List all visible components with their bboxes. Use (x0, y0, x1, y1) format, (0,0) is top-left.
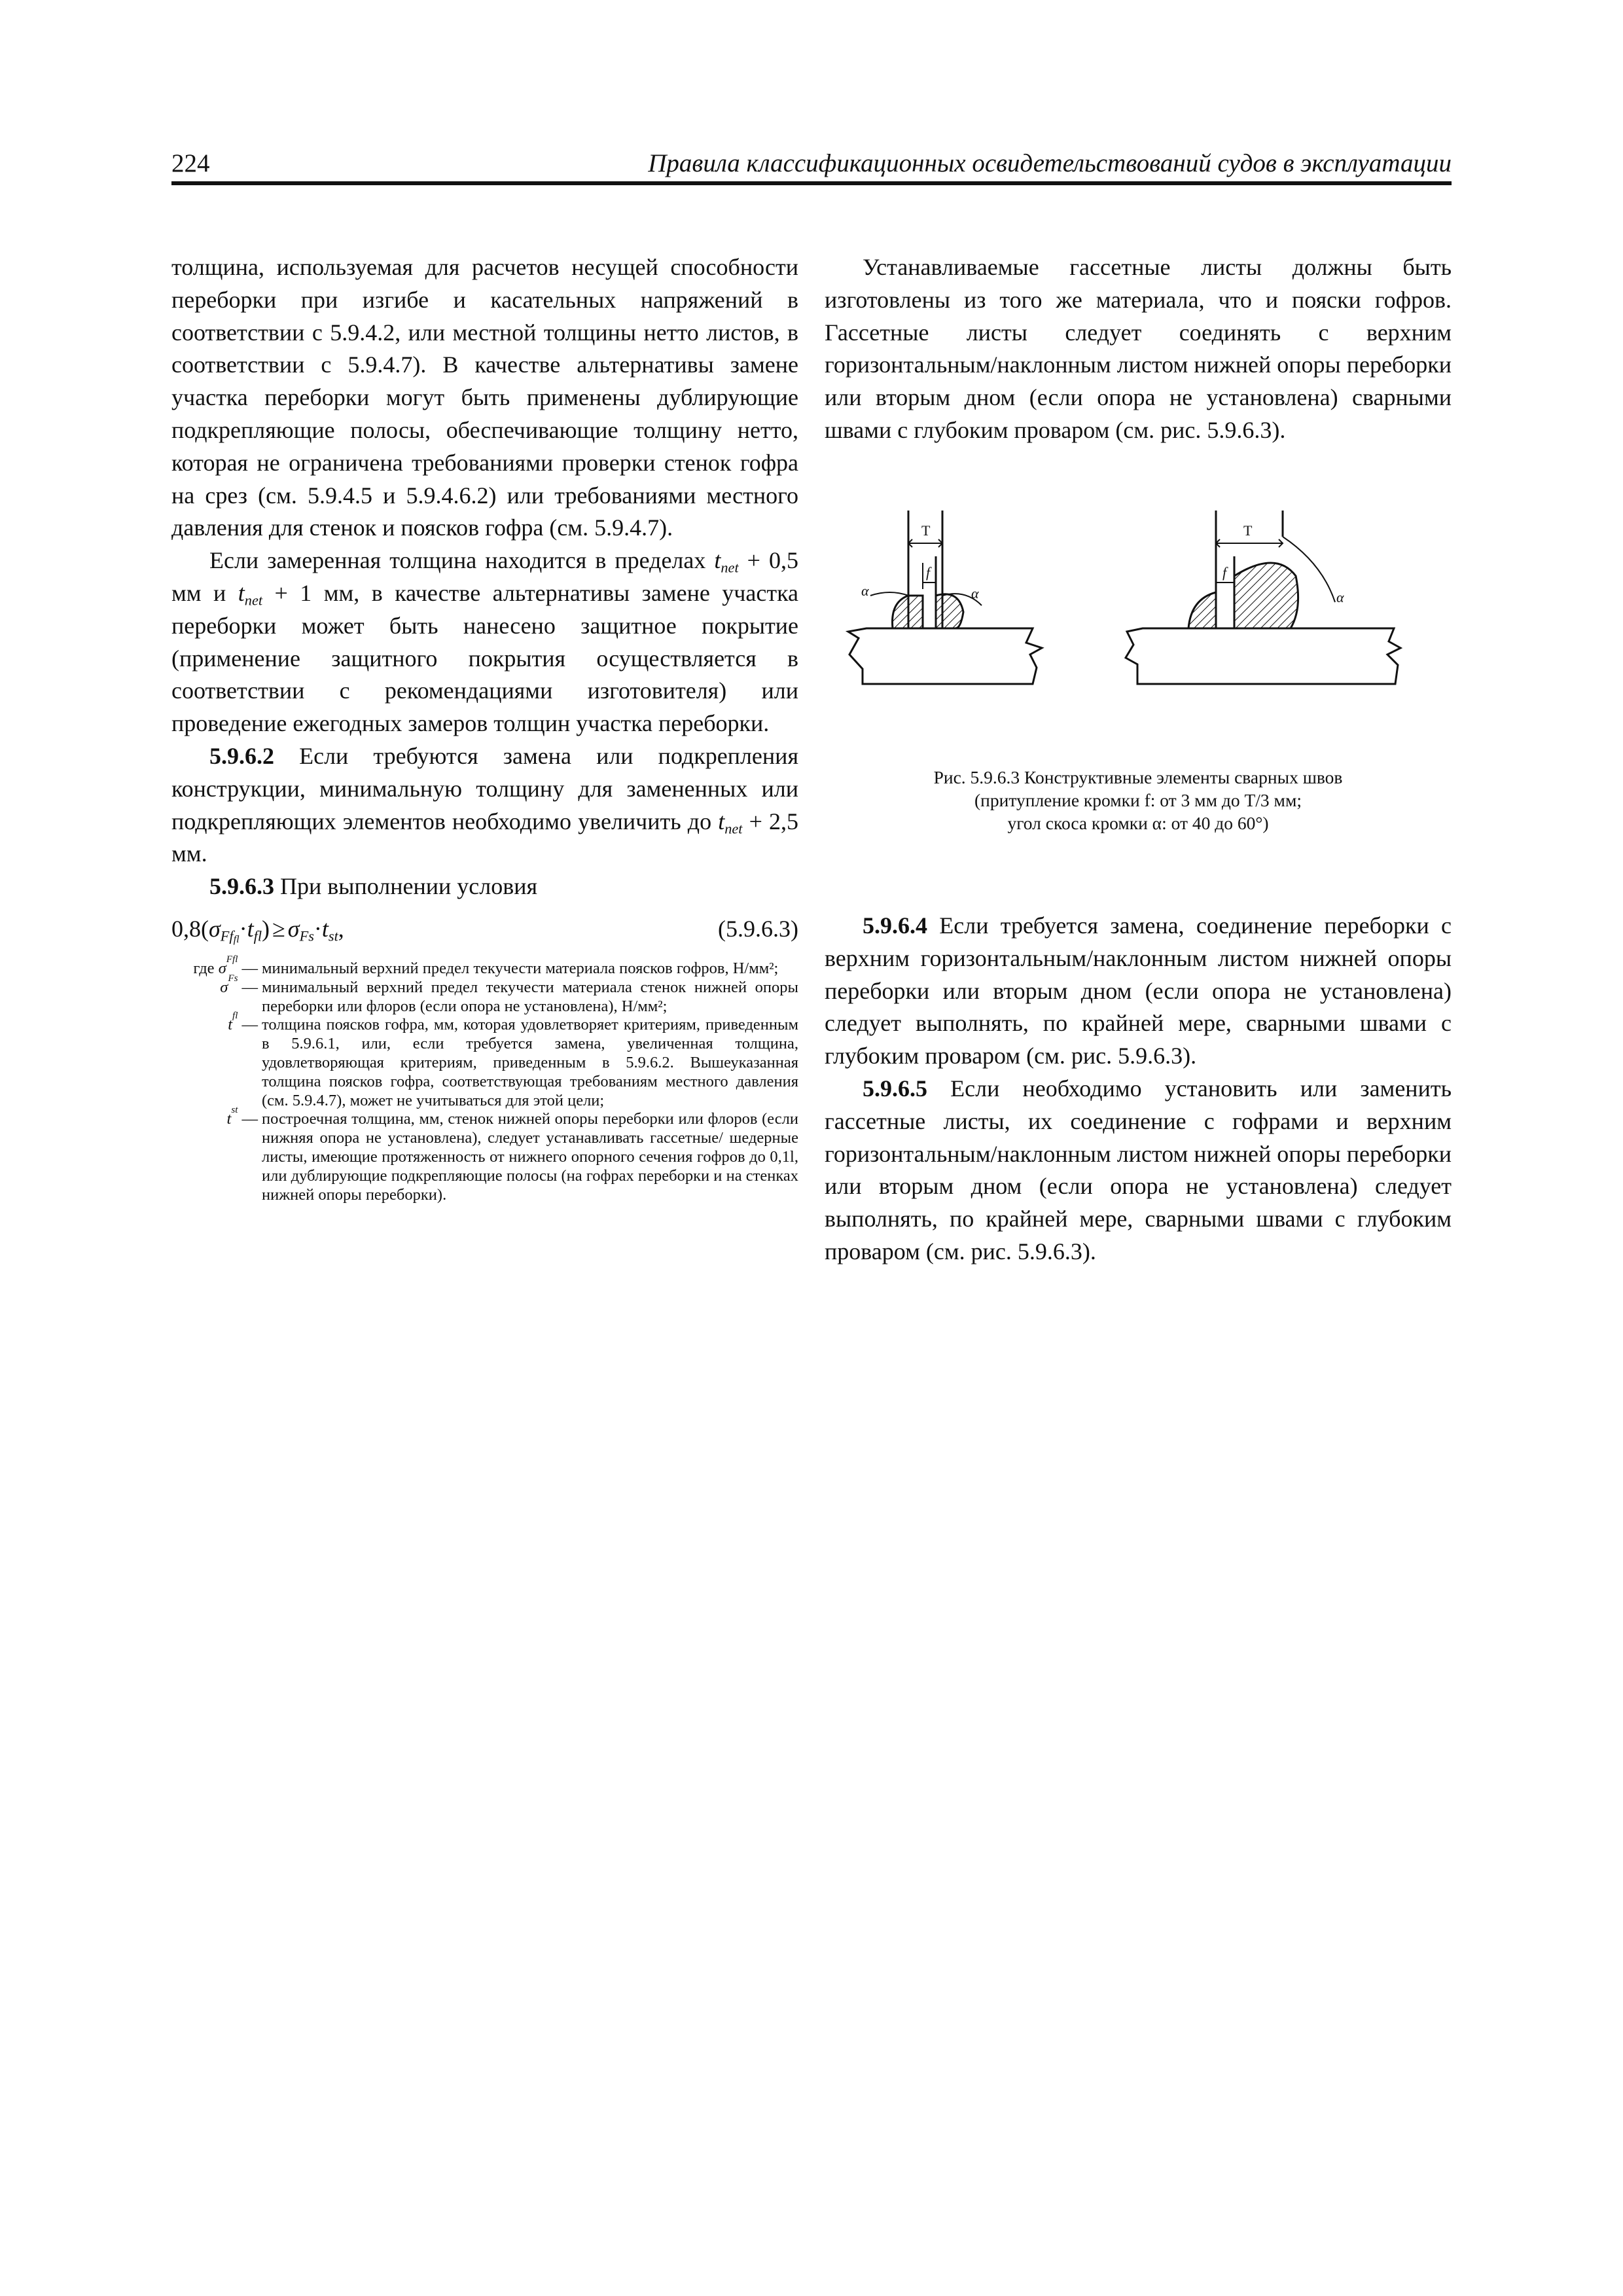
weld-diagram (825, 497, 1452, 733)
right-column-lower (825, 910, 1452, 1268)
weld-bead-right-2 (1234, 563, 1298, 628)
left-column (171, 251, 798, 1204)
caption-line: (притупление кромки f: от 3 мм до T/3 мм; (974, 790, 1302, 810)
formula: $0,8(\sigma_{Fffl}\cdot t_{fl}) \ge \sigma_{Fs}\cdot t_{st}$, (171, 915, 344, 945)
clause-number: 5.9.6.2 (209, 742, 274, 769)
clause-number: 5.9.6.4 (863, 912, 927, 939)
weld-bead-right-1 (1188, 592, 1216, 628)
definition-item (171, 972, 798, 1016)
figure-caption (825, 766, 1452, 834)
paragraph-tolerance: Если замеренная толщина находится в пределах $t_{net} + 0,5$ мм и $t_{net} + 1$ мм, в качестве альтернативы замене участка переборки может быть нанесено защитное покрытие (применение защитного покрытия осуществляется в соответствии с рекомендациями изготовителя) или проведение ежегодных замеров толщин участка переборки. (171, 547, 798, 737)
label-f-right: f (1222, 564, 1227, 581)
header-rule (171, 181, 1452, 185)
definitions-list (171, 953, 798, 1204)
right-column (825, 251, 1452, 447)
definition-text: минимальный верхний предел текучести материала стенок нижней опоры переборки или флоров (если опора не установлена), Н/мм²; (262, 978, 798, 1015)
label-T-left: T (921, 522, 931, 539)
definition-symbol: t st — (226, 1104, 258, 1128)
weld-figure (825, 497, 1452, 733)
formula-number: (5.9.6.3) (718, 915, 798, 942)
formula-line (171, 910, 798, 948)
definition-text: построечная толщина, мм, стенок нижней опоры переборки или флоров (если нижняя опора не установлена), следует устанавливать гассетные/ шедерные листы, имеющие протяженность от нижнего опорного сечения гофров до 0,1l, или дублирующие подкрепляющие полосы (на гофрах переборки и на стенках нижней опоры переборки). (262, 1110, 798, 1204)
caption-line: Рис. 5.9.6.3 Конструктивные элементы сварных швов (933, 767, 1343, 787)
paragraph-gusset-plates: Устанавливаемые гассетные листы должны быть изготовлены из того же материала, что и пояски гофров. Гассетные листы следует соединять с верхним горизонтальным/наклонным листом нижней опоры переборки или вторым дном (если опора не установлена) сварными швами с глубоким проваром (см. рис. 5.9.6.3). (825, 254, 1452, 443)
definition-item (171, 953, 798, 978)
paragraph-5-9-6-4: 5.9.6.4 Если требуется замена, соединение переборки с верхним горизонтальным/наклонным листом нижней опоры переборки или вторым дном (если опора не установлена) следует выполнять, по крайней мере, сварными швами с глубоким проваром (см. рис. 5.9.6.3). (825, 912, 1452, 1069)
definition-symbol: где σ Ffl — (193, 953, 258, 977)
definition-item (171, 1104, 798, 1204)
label-alpha-right: α (1336, 589, 1344, 605)
definition-text: минимальный верхний предел текучести материала поясков гофров, Н/мм²; (262, 959, 779, 977)
definition-text: толщина поясков гофра, мм, которая удовлетворяет критериям, приведенным в 5.9.6.1, или, если требуется замена, увеличенная толщина, удовлетворяющая критериям, приведенным в 5.9.6.2. Вышеуказанная толщина поясков гофра, соответствующая требованиям местного давления (см. 5.9.4.7), может не учитываться для этой цели; (262, 1016, 798, 1109)
page-number: 224 (171, 149, 210, 177)
caption-line: угол скоса кромки α: от 40 до 60°) (1007, 813, 1269, 833)
definition-symbol: σ Fs — (220, 972, 258, 996)
paragraph-5-9-6-5: 5.9.6.5 Если необходимо установить или заменить гассетные листы, их соединение с гофрами и верхним горизонтальным/наклонным листом нижней опоры переборки или вторым дном (если опора не установлена) следует выполнять, по крайней мере, сварными швами с глубоким проваром (см. рис. 5.9.6.3). (825, 1075, 1452, 1265)
weld-bead-left-2 (936, 594, 963, 628)
running-title: Правила классификационных освидетельствований судов в эксплуатации (648, 149, 1452, 177)
clause-number: 5.9.6.5 (863, 1075, 927, 1102)
label-alpha-left-2: α (971, 585, 979, 601)
label-f-left: f (926, 564, 931, 581)
clause-number: 5.9.6.3 (209, 873, 274, 900)
definition-symbol: t fl — (228, 1010, 258, 1034)
definition-item (171, 1010, 798, 1110)
paragraph-continued: толщина, используемая для расчетов несущей способности переборки при изгибе и касательных напряжений в соответствии с 5.9.4.2, или местной толщины нетто листов, в соответствии с 5.9.4.7). В качестве альтернативы замене участка переборки могут быть применены дублирующие подкрепляющие полосы, обеспечивающие толщину нетто, которая не ограничена требованиями проверки стенок гофра на срез (см. 5.9.4.5 и 5.9.4.6.2) или требованиями местного давления для стенок и поясков гофра (см. 5.9.4.7). (171, 254, 798, 541)
running-header (171, 147, 1452, 181)
paragraph-5-9-6-2: 5.9.6.2 Если требуются замена или подкрепления конструкции, минимальную толщину для замененных или подкрепляющих элементов необходимо увеличить до $t_{net} + 2,5$ мм. (171, 742, 798, 867)
weld-bead-left-1 (893, 596, 923, 628)
label-T-right: T (1243, 522, 1253, 539)
label-alpha-left-1: α (861, 583, 869, 599)
paragraph-5-9-6-3: 5.9.6.3 При выполнении условия (209, 873, 538, 900)
